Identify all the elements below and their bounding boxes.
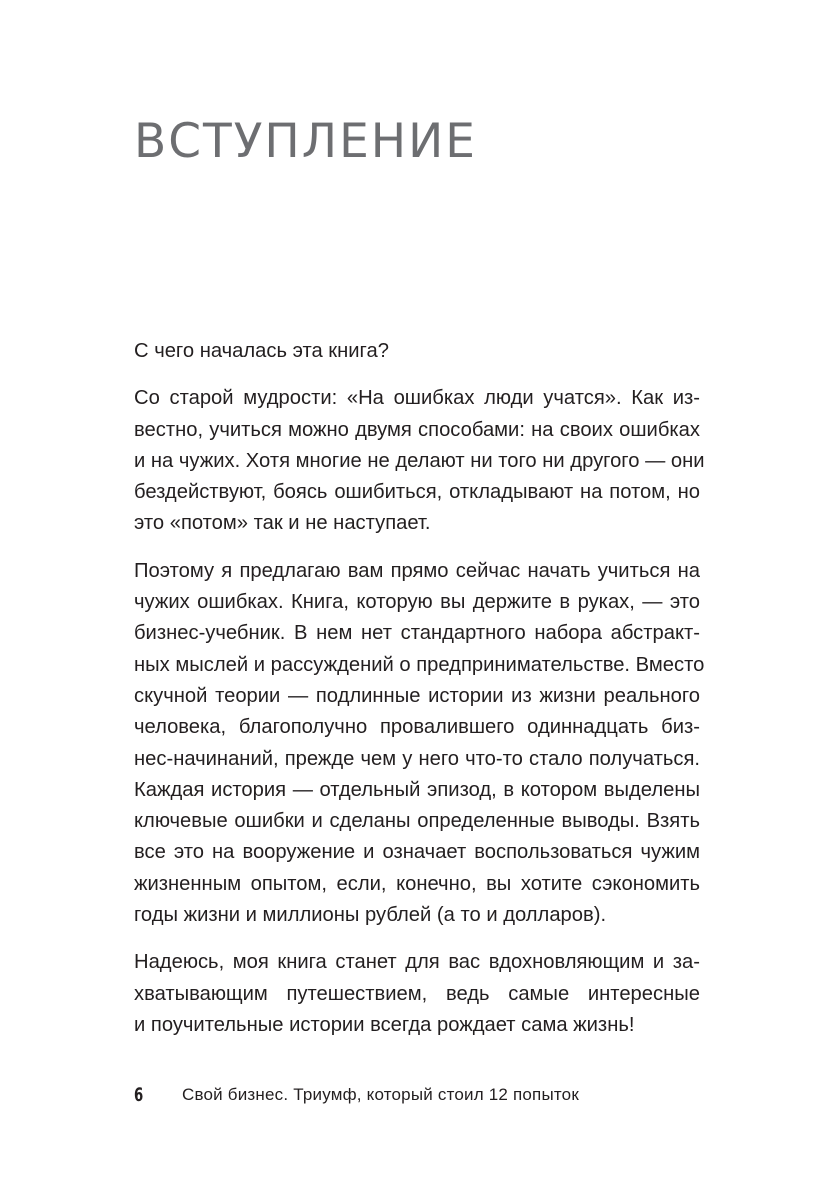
paragraph [134,336,700,367]
text-line: и поучительные истории всегда рождает сама жизнь! [134,1013,635,1036]
chapter-title: ВСТУПЛЕНИЕ [134,114,477,169]
text-line: нес-начинаний, прежде чем у него что-то стало получаться. [134,747,700,770]
text-line: чужих ошибках. Книга, которую вы держите в руках, — это [134,591,700,614]
text-line: Надеюсь, моя книга станет для вас вдохновляющим и за- [134,951,700,974]
text-line: ключевые ошибки и сделаны определенные выводы. Взять [134,810,700,833]
text-line: вестно, учиться можно двумя способами: на своих ошибках [134,418,700,441]
text-line: хватывающим путешествием, ведь самые интересные [134,982,700,1005]
text-line: скучной теории — подлинные истории из жизни реального [134,684,700,707]
text-line: это «потом» так и не наступает. [134,512,431,535]
text-line: годы жизни и миллионы рублей (а то и долларов). [134,904,607,927]
text-line: Каждая история — отдельный эпизод, в котором выделены [134,778,700,801]
text-line: ных мыслей и рассуждений о предпринимательстве. Вместо [134,653,705,676]
running-title: Свой бизнес. Триумф, который стоил 12 попыток [182,1085,579,1104]
paragraph [134,383,705,539]
paragraph [134,947,700,1041]
text-line: и на чужих. Хотя многие не делают ни того ни другого — они [134,449,705,472]
text-line: все это на вооружение и означает воспользоваться чужим [134,841,700,864]
page-footer [134,1080,579,1110]
text-line: бизнес-учебник. В нем нет стандартного набора абстракт- [134,622,700,645]
text-line: жизненным опытом, если, конечно, вы хотите сэкономить [134,872,700,895]
paragraph [134,556,705,932]
body-text [134,336,705,1057]
text-line: бездействуют, боясь ошибиться, откладывают на потом, но [134,481,700,504]
text-line: С чего началась эта книга? [134,340,389,362]
page-number: 6 [134,1084,144,1106]
text-line: Поэтому я предлагаю вам прямо сейчас начать учиться на [134,559,700,582]
text-line: Со старой мудрости: «На ошибках люди учатся». Как из- [134,387,700,410]
text-line: человека, благополучно провалившего одиннадцать биз- [134,716,700,739]
